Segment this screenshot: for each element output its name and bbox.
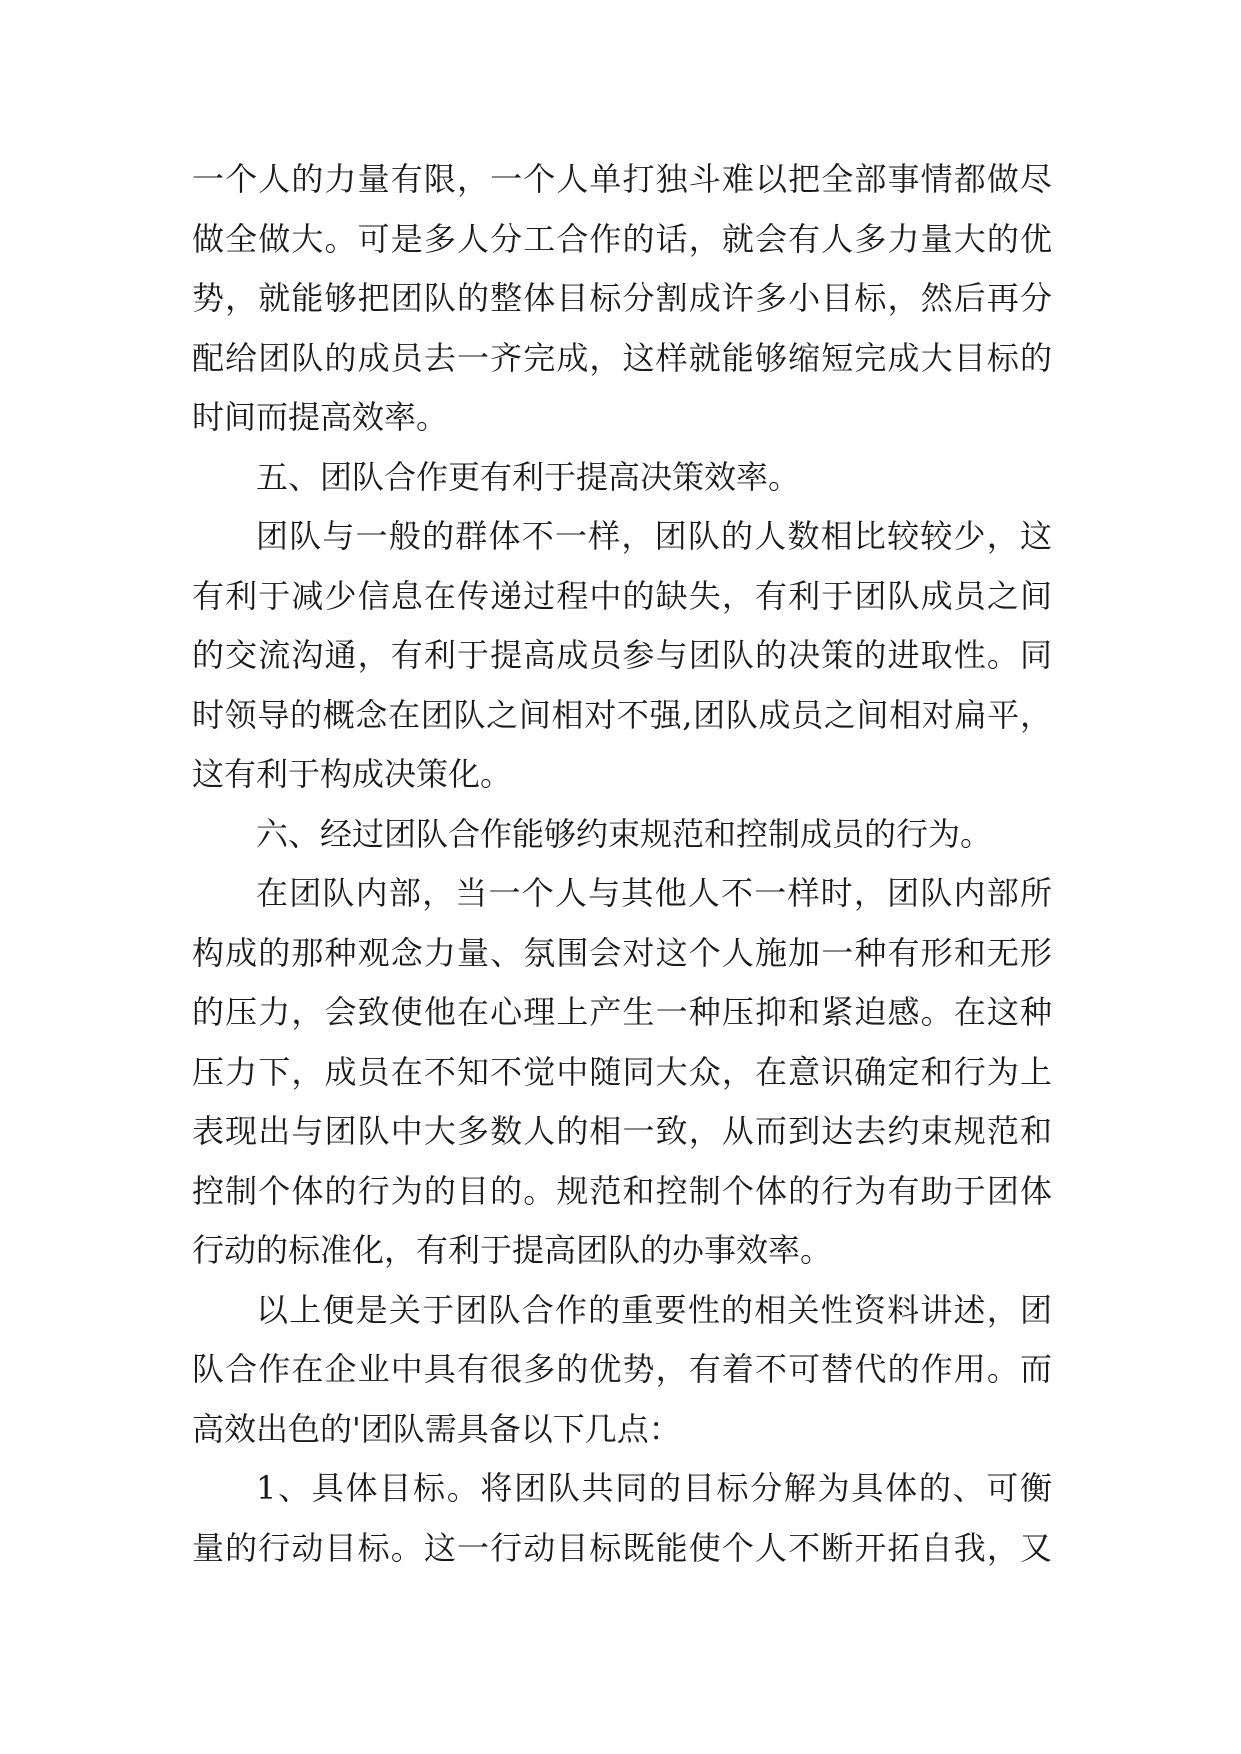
text-line: 在团队内部，当一个人与其他人不一样时，团队内部所 xyxy=(256,874,1052,912)
text-line: 压力下，成员在不知不觉中随同大众，在意识确定和行为上 xyxy=(192,1052,1052,1091)
document-body xyxy=(192,150,1052,1578)
text-line: 的交流沟通，有利于提高成员参与团队的决策的进取性。同 xyxy=(192,636,1052,674)
text-line: 行动的标准化，有利于提高团队的办事效率。 xyxy=(192,1231,833,1269)
text-line: 构成的那种观念力量、氛围会对这个人施加一种有形和无形 xyxy=(192,933,1052,972)
text-line: 的压力，会致使他在心理上产生一种压抑和紧迫感。在这种 xyxy=(192,993,1052,1031)
text-line: 队合作在企业中具有很多的优势，有着不可替代的作用。而 xyxy=(192,1350,1052,1388)
list-item: 1、具体目标。将团队共同的目标分解为具体的、可衡 xyxy=(256,1469,1052,1507)
text-line: 以上便是关于团队合作的重要性的相关性资料讲述，团 xyxy=(256,1290,1052,1329)
text-line: 势，就能够把团队的整体目标分割成许多小目标，然后再分 xyxy=(192,279,1052,317)
text-line: 有利于减少信息在传递过程中的缺失，有利于团队成员之间 xyxy=(192,576,1052,615)
text-line: 这有利于构成决策化。 xyxy=(192,755,513,793)
text-line: 表现出与团队中大多数人的相一致，从而到达去约束规范和 xyxy=(192,1112,1052,1150)
text-line: 时领导的概念在团队之间相对不强,团队成员之间相对扁平， xyxy=(192,695,1052,734)
text-line: 团队与一般的群体不一样，团队的人数相比较较少，这 xyxy=(256,517,1052,555)
text-line: 配给团队的成员去一齐完成，这样就能够缩短完成大目标的 xyxy=(192,338,1052,377)
text-line: 时间而提高效率。 xyxy=(192,398,449,436)
text-line: 一个人的力量有限，一个人单打独斗难以把全部事情都做尽 xyxy=(192,160,1052,198)
section-heading: 五、团队合作更有利于提高决策效率。 xyxy=(256,457,801,496)
text-line: 高效出色的'团队需具备以下几点： xyxy=(192,1409,681,1448)
text-line: 量的行动目标。这一行动目标既能使个人不断开拓自我，又 xyxy=(192,1528,1052,1567)
text-line: 做全做大。可是多人分工合作的话，就会有人多力量大的优 xyxy=(192,219,1052,258)
text-line: 控制个体的行为的目的。规范和控制个体的行为有助于团体 xyxy=(192,1171,1052,1210)
section-heading: 六、经过团队合作能够约束规范和控制成员的行为。 xyxy=(256,814,993,853)
